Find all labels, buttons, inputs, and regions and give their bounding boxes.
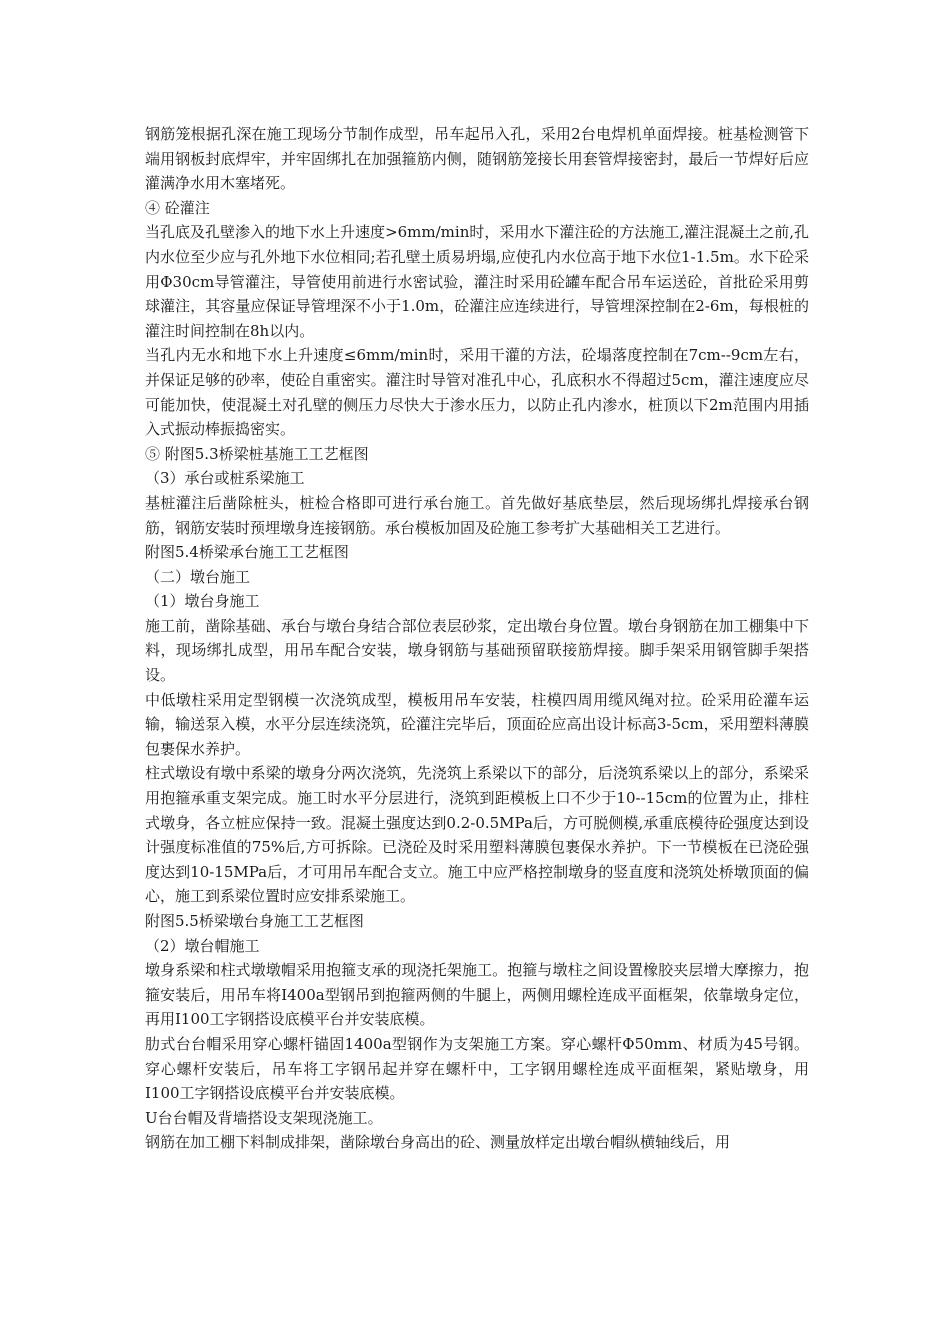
paragraph-u-abutment: U台台帽及背墙搭设支架现浇施工。 [145, 1108, 383, 1127]
heading-pile-cap: （3）承台或桩系梁施工 [145, 469, 305, 488]
caption-figure-5-4: 附图5.4桥梁承台施工工艺框图 [145, 543, 349, 562]
heading-pier-body: （1）墩台身施工 [145, 592, 260, 611]
paragraph-rebar-cage: 钢筋笼根据孔深在施工现场分节制作成型，吊车起吊入孔，采用2台电焊机单面焊接。桩基检测管下端用钢板封底焊牢，并牢固绑扎在加强箍筋内侧，随钢筋笼接长用套管焊接密封，最后一节焊好后应灌满净水用木塞堵死。 [145, 125, 809, 193]
caption-figure-5-5: 附图5.5桥梁墩台身施工工艺框图 [145, 912, 364, 930]
paragraph-underwater-pouring: 当孔底及孔壁渗入的地下水上升速度>6mm/min时，采用水下灌注砼的方法施工,灌注混凝土之前,孔内水位至少应与孔外地下水位相同;若孔壁土质易坍塌,应使孔内水位高于地下水位1-1.5m。水下砼采用Φ30cm导管灌注，导管使用前进行水密试验，灌注时采用砼罐车配合吊车运送砼，首批砼采用剪球灌注，其容量应保证导管埋深不小于1.0m，砼灌注应连续进行，导管埋深控制在2-6m，每根桩的灌注时间控制在8h以内。 [145, 223, 809, 340]
paragraph-pile-cap: 基桩灌注后凿除桩头，桩检合格即可进行承台施工。首先做好基底垫层，然后现场绑扎焊接承台钢筋，钢筋安装时预埋墩身连接钢筋。承台模板加固及砼施工参考扩大基础相关工艺进行。 [145, 493, 809, 537]
paragraph-rib-abutment: 肋式台台帽采用穿心螺杆锚固1400a型钢作为支架施工方案。穿心螺杆Φ50mm、材质为45号钢。穿心螺杆安装后，吊车将工字钢吊起并穿在螺杆中，工字钢用螺栓连成平面框架，紧贴墩身，用I100工字钢搭设底模平台并安装底模。 [145, 1034, 809, 1103]
paragraph-low-pier: 中低墩柱采用定型钢模一次浇筑成型，模板用吊车安装，柱模四周用缆风绳对拉。砼采用砼灌车运输，输送泵入模，水平分层连续浇筑，砼灌注完毕后，顶面砼应高出设计标高3-5cm，采用塑料薄膜包裹保水养护。 [145, 690, 809, 758]
paragraph-hoop-support: 墩身系梁和柱式墩墩帽采用抱箍支承的现浇托架施工。抱箍与墩柱之间设置橡胶夹层增大摩擦力，抱箍安装后，用吊车将I400a型钢吊到抱箍两侧的牛腿上，两侧用螺栓连成平面框架，依靠墩身定位，再用I100工字钢搭设底模平台并安装底模。 [145, 961, 809, 1029]
document-body [145, 122, 809, 1155]
paragraph-rebar-processing: 钢筋在加工棚下料制成排架，凿除墩台身高出的砼、测量放样定出墩台帽纵横轴线后，用 [145, 1133, 731, 1152]
heading-concrete-pouring: ④ 砼灌注 [145, 198, 210, 217]
caption-figure-5-3: ⑤ 附图5.3桥梁桩基施工工艺框图 [145, 444, 369, 463]
heading-pier-cap: （2）墩台帽施工 [145, 936, 260, 955]
paragraph-dry-pouring: 当孔内无水和地下水上升速度≤6mm/min时，采用干灌的方法，砼塌落度控制在7cm--9cm左右，并保证足够的砂率，使砼自重密实。灌注时导管对准孔中心，孔底积水不得超过5cm，灌注速度应尽可能加快，使混凝土对孔壁的侧压力尽快大于渗水压力，以防止孔内渗水，桩顶以下2m范围内用插入式振动棒振捣密实。 [145, 346, 809, 439]
paragraph-column-pier: 柱式墩设有墩中系梁的墩身分两次浇筑，先浇筑上系梁以下的部分，后浇筑系梁以上的部分，系梁采用抱箍承重支架完成。施工时水平分层进行，浇筑到距模板上口不少于10--15cm的位置为止，排柱式墩身，各立桩应保持一致。混凝土强度达到0.2-0.5MPa后，方可脱侧模,承重底模待砼强度达到设计强度标准值的75%后,方可拆除。已浇砼及时采用塑料薄膜包裹保水养护。下一节模板在已浇砼强度达到10-15MPa后，才可用吊车配合支立。施工中应严格控制墩身的竖直度和浇筑处桥墩顶面的偏心，施工到系梁位置时应安排系梁施工。 [145, 764, 809, 906]
heading-pier-construction: （二）墩台施工 [145, 567, 251, 586]
paragraph-pier-body-prep: 施工前，凿除基础、承台与墩台身结合部位表层砂浆，定出墩台身位置。墩台身钢筋在加工棚集中下料，现场绑扎成型，用吊车配合安装，墩身钢筋与基础预留联接筋焊接。脚手架采用钢管脚手架搭设。 [145, 616, 809, 685]
